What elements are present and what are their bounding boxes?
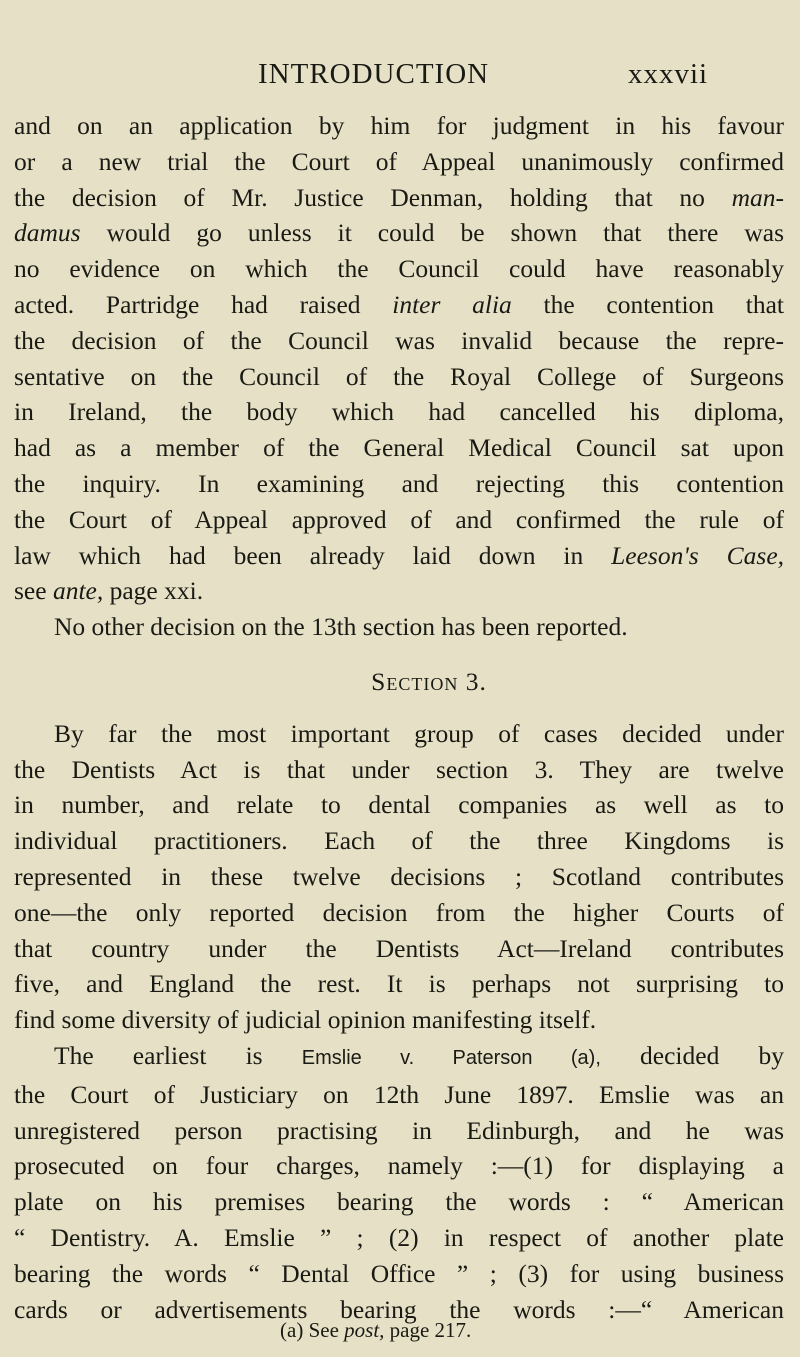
text-run: acted. Partridge had raised (14, 289, 393, 319)
text-line (14, 180, 784, 216)
case-name: Emslie v. Paterson (a), (301, 1046, 601, 1069)
footnote-italic: post, (344, 1318, 385, 1342)
text-line: “ Dentistry. A. Emslie ” ; (2) in respect of another plate (14, 1222, 784, 1252)
text-line: represented in these twelve decisions ; Scotland contributes (14, 861, 784, 891)
text-line: the Court of Justiciary on 12th June 1897. Emslie was an (14, 1079, 784, 1109)
text-line: the Dentists Act is that under section 3. They are twelve (14, 754, 784, 784)
text-line: find some diversity of judicial opinion manifesting itself. (14, 1005, 597, 1035)
italic-term: ante, (52, 576, 104, 606)
text-line: and on an application by him for judgment in his favour (14, 111, 784, 140)
text-line: in number, and relate to dental companies as well as to (14, 790, 784, 820)
text-line: one—the only reported decision from the higher Courts of (14, 897, 784, 927)
text-line: cards or advertisements bearing the words :—“ American (14, 1294, 784, 1324)
text-run: see (14, 576, 53, 606)
case-name: Leeson's Case, (611, 540, 785, 570)
page-number: xxxvii (628, 58, 709, 90)
text-line: the decision of the Council was invalid because the repre- (14, 325, 784, 355)
text-line: prosecuted on four charges, namely :—(1) for displaying a (14, 1151, 784, 1181)
footnote-text: See (303, 1318, 345, 1342)
text-run: the contention that (511, 289, 784, 319)
text-line (14, 1038, 784, 1077)
text-line (14, 287, 784, 323)
text-line: no evidence on which the Council could have reasonably (14, 254, 784, 284)
paragraph-section-13 (14, 609, 784, 645)
text-line (14, 215, 784, 251)
italic-term: damus (14, 218, 81, 248)
text-run: page xxi. (103, 576, 204, 606)
text-run: law which had been already laid down in (14, 540, 612, 570)
text-line: that country under the Dentists Act—Ireland contributes (14, 933, 784, 963)
text-line: the Court of Appeal approved of and confirmed the rule of (14, 504, 784, 534)
body-text (14, 108, 784, 1327)
footnote-marker: (a) (280, 1318, 304, 1342)
text-line (14, 573, 784, 609)
text-line: individual practitioners. Each of the three Kingdoms is (14, 826, 784, 856)
text-line: sentative on the Council of the Royal College of Surgeons (14, 361, 784, 391)
running-header (0, 58, 800, 98)
text-line: plate on his premises bearing the words : “ American (14, 1187, 784, 1217)
running-title: INTRODUCTION (258, 58, 490, 90)
footnote (280, 1318, 471, 1343)
text-line: the inquiry. In examining and rejecting this contention (14, 468, 784, 498)
text-line: bearing the words “ Dental Office ” ; (3) for using business (14, 1258, 784, 1288)
text-run: The earliest is (54, 1040, 302, 1070)
text-line: in Ireland, the body which had cancelled his diploma, (14, 397, 784, 427)
text-line: five, and England the rest. It is perhaps not surprising to (14, 969, 784, 999)
section-heading: Section 3. (371, 666, 487, 696)
paragraph-partridge-appeal (14, 108, 784, 609)
italic-term: man- (731, 182, 784, 212)
text-line: unregistered person practising in Edinburgh, and he was (14, 1115, 784, 1145)
text-line: No other decision on the 13th section has been reported. (54, 612, 628, 642)
text-run: decided by (600, 1040, 784, 1070)
paragraph-section-3-intro (14, 716, 784, 1038)
footnote-text: page 217. (384, 1318, 472, 1342)
paragraph-emslie-case (14, 1038, 784, 1327)
text-line: had as a member of the General Medical Council sat upon (14, 433, 784, 463)
text-line: or a new trial the Court of Appeal unanimously confirmed (14, 146, 784, 176)
text-line (14, 538, 784, 574)
text-run: would go unless it could be shown that there was (80, 218, 784, 248)
text-run: the decision of Mr. Justice Denman, holding that no (14, 182, 732, 212)
italic-term: inter alia (392, 289, 512, 319)
text-line: By far the most important group of cases decided under (54, 718, 784, 748)
